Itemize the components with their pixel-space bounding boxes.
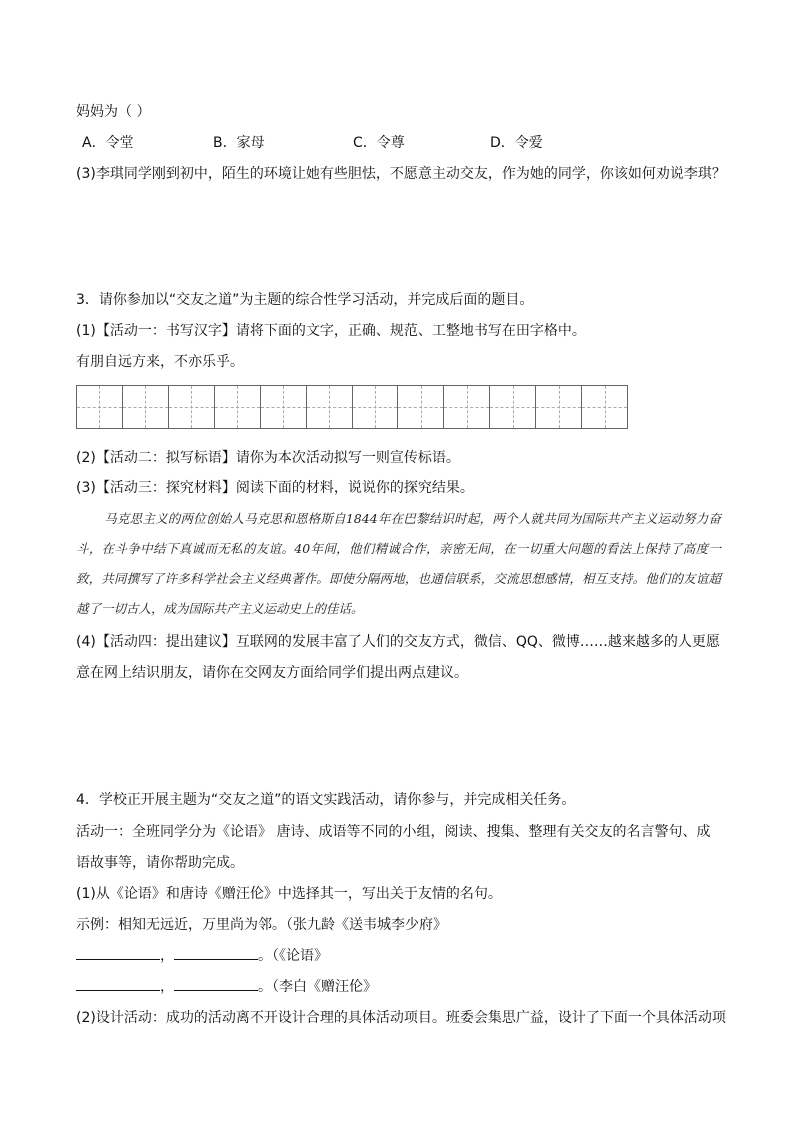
- grid-cell[interactable]: [307, 386, 353, 428]
- answer-line-lunyu: [76, 945, 754, 966]
- option-b: B．家母: [213, 135, 265, 151]
- question-4-example: 示例：相知无远近，万里尚为邻。（张九龄《送韦城李少府》: [76, 917, 447, 933]
- reading-material-text: 马克思主义的两位创始人马克思和恩格斯自1844年在巴黎结识时起，两个人就共同为国际共产主义运动努力奋斗，在斗争中结下真诚而无私的友谊。40年间，他们精诚合作，亲密无间，在一切重大问题的看法上保持了高度一致，共同撰写了许多科学社会主义经典著作。即使分隔两地，也通信联系，交流思想感情，相互支持。他们的友谊超越了一切古人，成为国际共产主义运动史上的佳话。: [76, 511, 721, 616]
- answer-blank[interactable]: [76, 976, 160, 991]
- question-3-activity-2: (2)【活动二：拟写标语】请你为本次活动拟写一则宣传标语。: [76, 450, 460, 466]
- comma: ，: [160, 948, 174, 964]
- comma: ，: [160, 979, 174, 995]
- grid-cell[interactable]: [398, 386, 444, 428]
- grid-cell[interactable]: [353, 386, 399, 428]
- source-zengwanglun: 。（李白《赠汪伦》: [258, 979, 377, 995]
- question-3-title: 3．请你参加以“交友之道”为主题的综合性学习活动，并完成后面的题目。: [76, 292, 534, 308]
- question-3-activity-4-line1: (4)【活动四：提出建议】互联网的发展丰富了人们的交友方式，微信、QQ、微博……越来越多的人更愿: [76, 634, 720, 650]
- grid-cell[interactable]: [77, 386, 123, 428]
- question-2-sub3: (3)李琪同学刚到初中，陌生的环境让她有些胆怯，不愿意主动交友，作为她的同学，你该如何劝说李琪？: [76, 166, 726, 182]
- answer-blank[interactable]: [174, 945, 258, 960]
- grid-cell[interactable]: [169, 386, 215, 428]
- grid-cell[interactable]: [536, 386, 582, 428]
- question-3-sentence: 有朋自远方来，不亦乐乎。: [76, 354, 244, 370]
- grid-cell[interactable]: [215, 386, 261, 428]
- tianzige-grid[interactable]: [76, 385, 628, 429]
- grid-cell[interactable]: [490, 386, 536, 428]
- question-4-activity-1-line1: 活动一：全班同学分为《论语》 唐诗、成语等不同的小组，阅读、搜集、整理有关交友的名言警句、成: [76, 824, 711, 840]
- option-d: D．令爱: [490, 135, 543, 151]
- question-2-stem-end: 妈妈为（ ）: [76, 104, 151, 120]
- grid-cell[interactable]: [444, 386, 490, 428]
- option-c: C．令尊: [353, 135, 405, 151]
- question-4-sub1: (1)从《论语》和唐诗《赠汪伦》中选择其一，写出关于友情的名句。: [76, 886, 502, 902]
- grid-cell[interactable]: [123, 386, 169, 428]
- answer-line-zengwanglun: [76, 976, 754, 997]
- question-3-activity-3: (3)【活动三：探究材料】阅读下面的材料，说说你的探究结果。: [76, 480, 474, 496]
- question-3-activity-4-line2: 意在网上结识朋友，请你在交网友方面给同学们提出两点建议。: [76, 665, 468, 681]
- answer-blank[interactable]: [76, 945, 160, 960]
- reading-material: [76, 504, 721, 624]
- source-lunyu: 。（《论语》: [258, 948, 328, 964]
- question-4-title: 4．学校正开展主题为“交友之道”的语文实践活动，请你参与，并完成相关任务。: [76, 792, 576, 808]
- grid-cell[interactable]: [261, 386, 307, 428]
- question-3-activity-1: (1)【活动一：书写汉字】请将下面的文字，正确、规范、工整地书写在田字格中。: [76, 323, 586, 339]
- option-a: A．令堂: [82, 135, 134, 151]
- grid-cell[interactable]: [582, 386, 627, 428]
- answer-blank[interactable]: [174, 976, 258, 991]
- question-4-sub2: (2)设计活动：成功的活动离不开设计合理的具体活动项目。班委会集思广益，设计了下面一个具体活动项: [76, 1010, 726, 1026]
- question-4-activity-1-line2: 语故事等，请你帮助完成。: [76, 855, 244, 871]
